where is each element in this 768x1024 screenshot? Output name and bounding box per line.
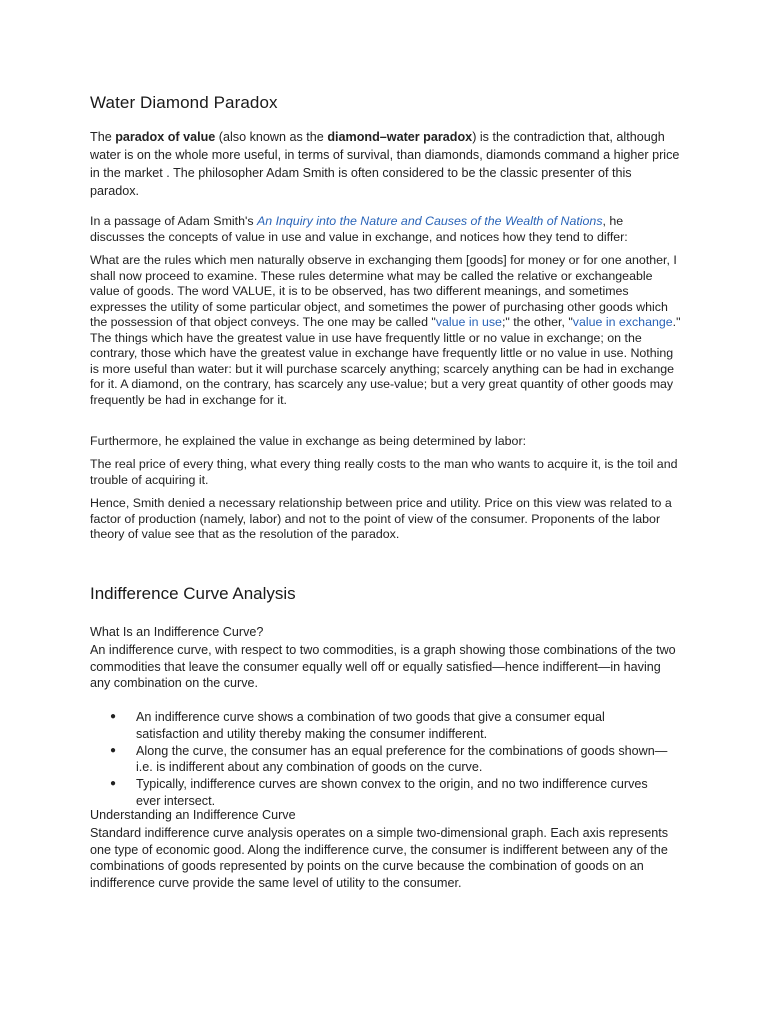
intro-paragraph	[90, 128, 680, 200]
bullet-text: An indifference curve shows a combination of two goods that give a consumer equal satisfaction and utility thereby making the consumer indifferent.	[136, 710, 605, 741]
bullet-list	[110, 709, 670, 810]
list-item	[110, 776, 670, 809]
subtitle-what-is: What Is an Indifference Curve?	[90, 625, 264, 639]
section-title-indifference-curve: Indifference Curve Analysis	[90, 584, 296, 603]
bullet-icon: ●	[110, 744, 117, 756]
passage-paragraph	[90, 213, 680, 245]
intro-bold-diamond-water: diamond–water paradox	[327, 130, 473, 144]
definition-paragraph: An indifference curve, with respect to two commodities, is a graph showing those combinations of the two commodities that leave the consumer equally well off or equally satisfied—hence indifferent—in having any combination on the curve.	[90, 643, 676, 690]
intro-bold-paradox-of-value: paradox of value	[115, 130, 216, 144]
bullet-icon: ●	[110, 778, 117, 789]
wealth-of-nations-link[interactable]: An Inquiry into the Nature and Causes of the Wealth of Nations	[256, 214, 603, 228]
intro-text-2: (also known as the	[215, 130, 328, 144]
value-in-use-link[interactable]: value in use	[435, 315, 502, 329]
bullet-text: Typically, indifference curves are shown convex to the origin, and no two indifference curves ever intersect.	[136, 777, 648, 808]
subtitle-understanding: Understanding an Indifference Curve	[90, 808, 296, 822]
bullet-text: Along the curve, the consumer has an equal preference for the combinations of goods shown—i.e. is indifferent about any combination of goods on the curve.	[136, 743, 668, 774]
quote-text-1: What are the rules which men naturally observe in exchanging them [goods] for money or for one another, I shall now proceed to examine. These rules determine what may be called the relative or exchangeable value of goods. The word VALUE, it is to be observed, has two different meanings, and sometimes expresses the utility of some particular object, and sometimes the power of purchasing other goods which the possession of that object conveys. The one may be called "	[90, 253, 677, 329]
bullet-icon: ●	[110, 711, 117, 722]
intro-text-3: ) is the contradiction that, although water is on the whole more useful, in terms of survival, than diamonds, diamonds command a higher price in the market . The philosopher Adam Smith is often considered to be the classic presenter of this paradox.	[90, 130, 680, 198]
list-item	[110, 709, 670, 742]
quote-paragraph	[90, 253, 682, 408]
passage-text-2: , he discusses the concepts of value in use and value in exchange, and notices how they tend to differ:	[90, 214, 628, 244]
real-price-paragraph: The real price of every thing, what every thing really costs to the man who wants to acquire it, is the toil and trouble of acquiring it.	[90, 457, 678, 487]
quote-text-3: ." The things which have the greatest value in use have frequently little or no value in exchange; on the contrary, those which have the greatest value in exchange have frequently little or no value in use. Nothing is more useful than water: but it will purchase scarcely anything; scarcely anything can be had in exchange for it. A diamond, on the contrary, has scarcely any use-value; but a very great quantity of other goods may frequently be had in exchange for it.	[90, 315, 681, 407]
furthermore-paragraph: Furthermore, he explained the value in exchange as being determined by labor:	[90, 434, 527, 448]
hence-paragraph: Hence, Smith denied a necessary relationship between price and utility. Price on this view was related to a factor of production (namely, labor) and not to the point of view of the consumer. Proponents of the labor theory of value see that as the resolution of the paradox.	[90, 496, 672, 541]
section-title-water-diamond: Water Diamond Paradox	[90, 93, 278, 112]
passage-text-1: In a passage of Adam Smith's	[90, 214, 257, 228]
standard-paragraph: Standard indifference curve analysis operates on a simple two-dimensional graph. Each axis represents one type of economic good. Along the indifference curve, the consumer is indifferent between any of the combinations of goods represented by points on the curve because the combination of goods on an indifference curve provide the same level of utility to the consumer.	[90, 826, 668, 890]
value-in-exchange-link[interactable]: value in exchange	[572, 315, 673, 329]
quote-text-2: ;" the other, "	[501, 315, 573, 329]
intro-text-1: The	[90, 130, 116, 144]
list-item	[110, 743, 670, 776]
